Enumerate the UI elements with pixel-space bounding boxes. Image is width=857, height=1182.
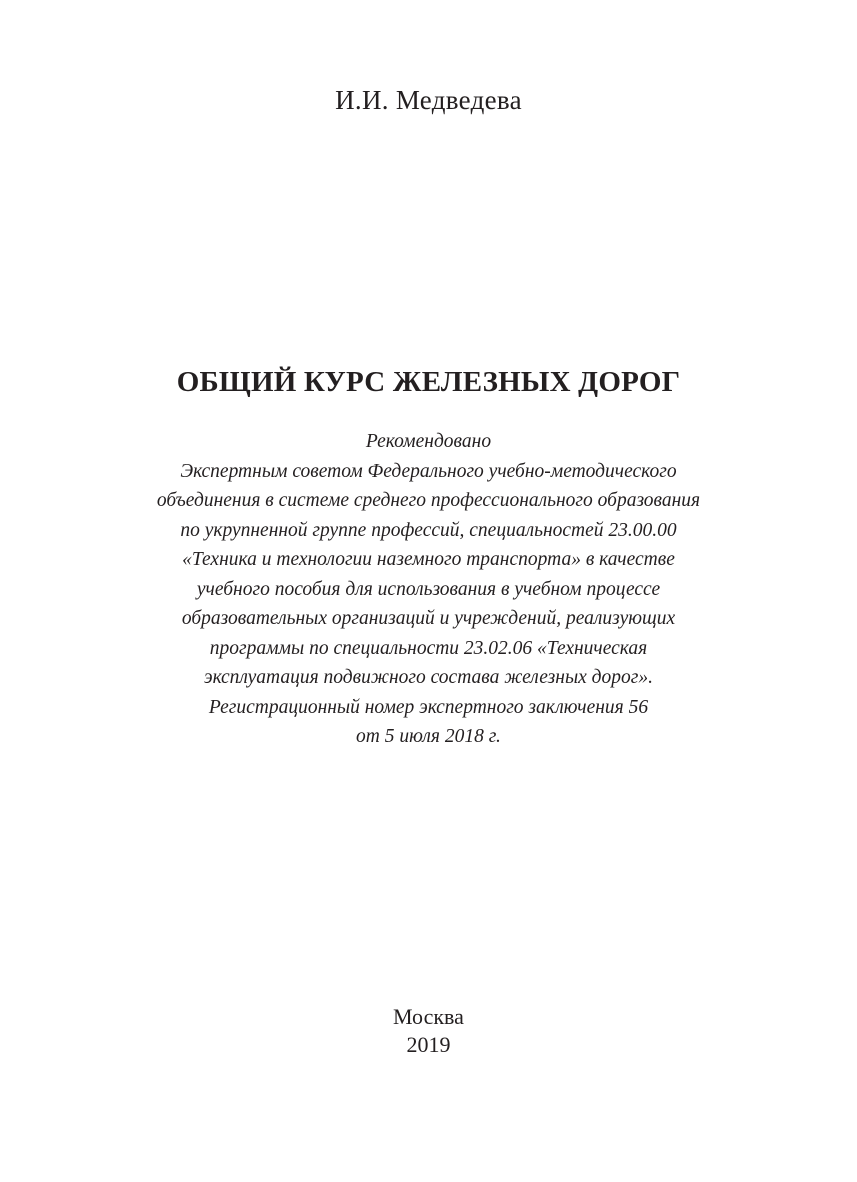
author-name: И.И. Медведева — [335, 85, 522, 115]
publication-year: 2019 — [406, 1032, 451, 1057]
approval-line: образовательных организаций и учреждений, реализующих — [181, 608, 676, 629]
approval-line: эксплуатация подвижного состава железных дорог». — [203, 667, 654, 688]
book-title: ОБЩИЙ КУРС ЖЕЛЕЗНЫХ ДОРОГ — [176, 366, 681, 398]
approval-line: от 5 июля 2018 г. — [356, 726, 501, 747]
approval-line: Экспертным советом Федерального учебно-методического — [180, 460, 677, 482]
approval-line: учебного пособия для использования в учебном процессе — [196, 578, 661, 600]
approval-line: объединения в системе среднего профессионального образования — [156, 490, 701, 511]
approval-line: «Техника и технологии наземного транспорта» в качестве — [182, 549, 675, 570]
approval-line: программы по специальности 23.02.06 «Техническая — [209, 637, 648, 659]
approval-line: Регистрационный номер экспертного заключения 56 — [208, 696, 649, 718]
publication-imprint — [0, 1003, 857, 1059]
approval-notice — [0, 427, 857, 752]
publication-city: Москва — [393, 1004, 464, 1029]
approval-line: по укрупненной группе профессий, специальностей 23.00.00 — [180, 519, 677, 541]
approval-line: Рекомендовано — [365, 431, 492, 452]
